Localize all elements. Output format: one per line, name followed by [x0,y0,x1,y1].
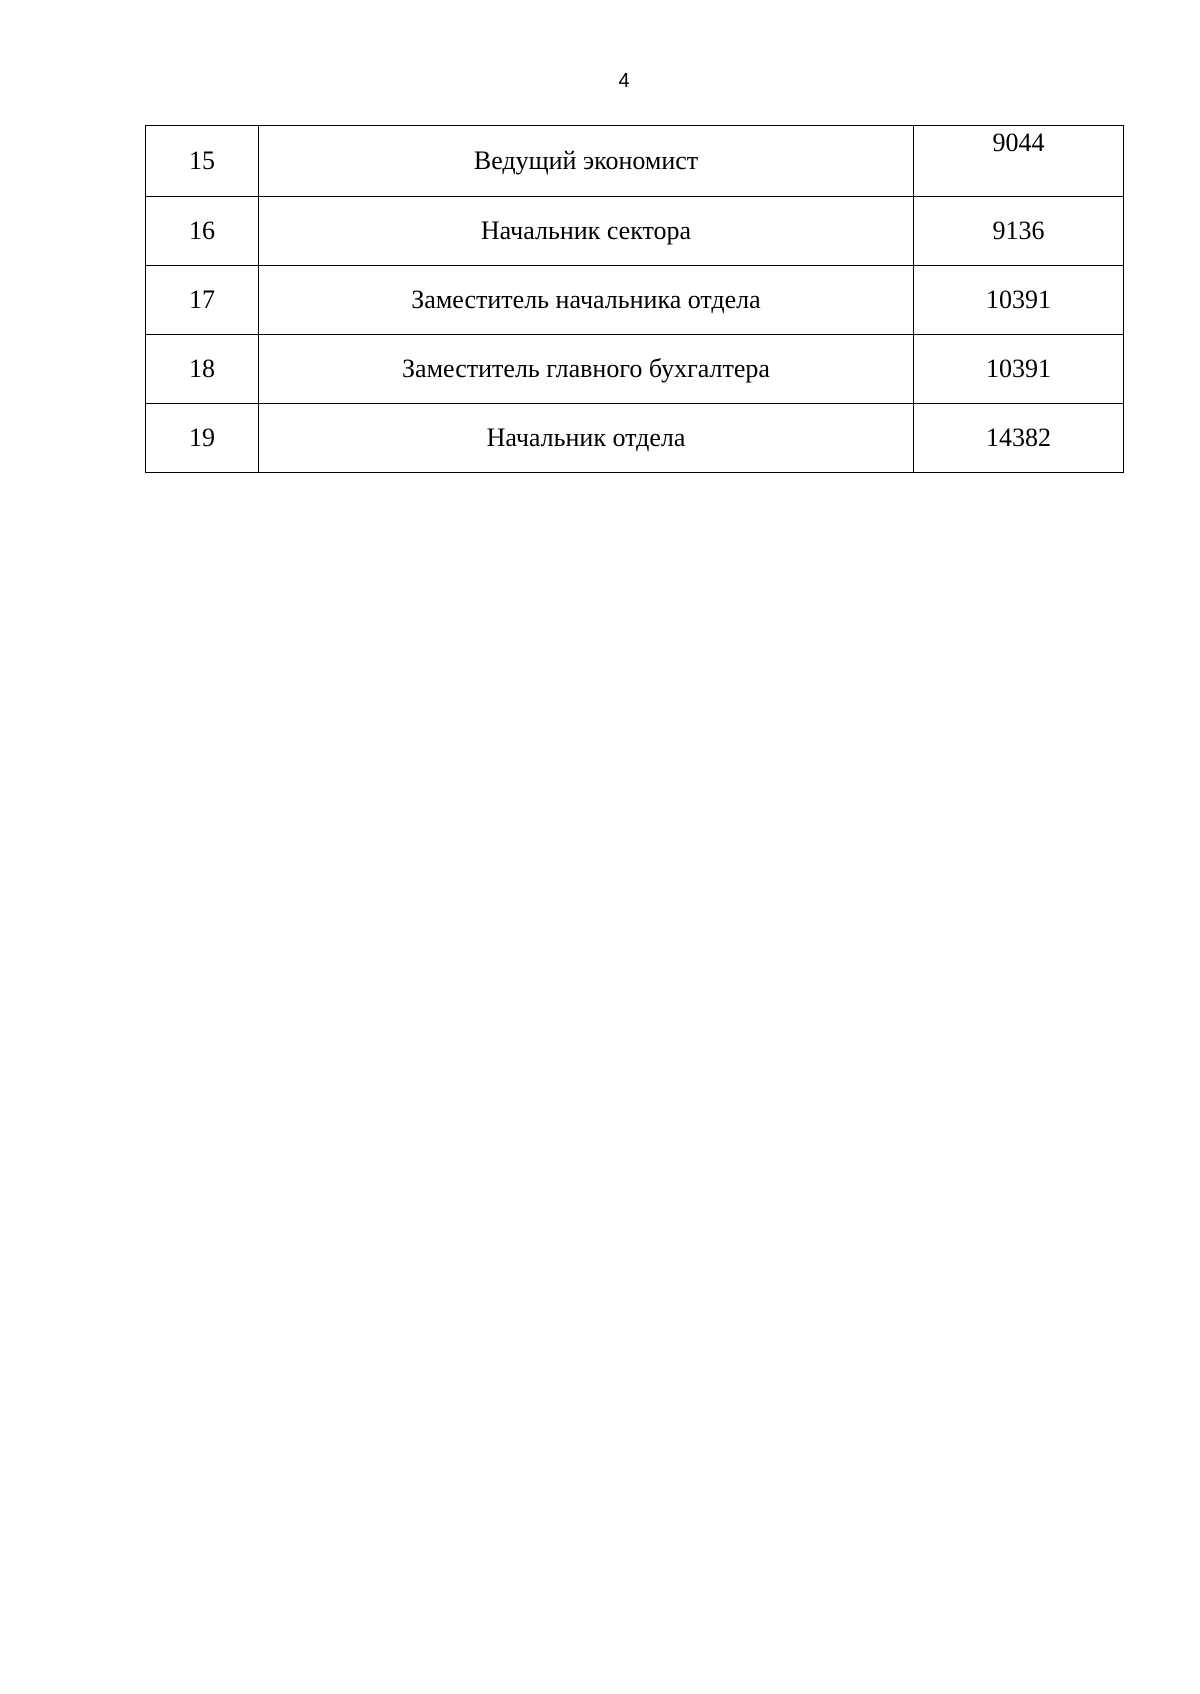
table-row [146,404,1124,473]
salary-value: 10391 [914,266,1124,335]
position-title: Заместитель главного бухгалтера [259,335,914,404]
table-row [146,266,1124,335]
salary-value: 14382 [914,404,1124,473]
row-number: 18 [146,335,259,404]
salary-value: 9044 [914,126,1124,197]
row-number: 15 [146,126,259,197]
table-row [146,126,1124,197]
row-number: 19 [146,404,259,473]
row-number: 16 [146,197,259,266]
position-title: Начальник сектора [259,197,914,266]
row-number: 17 [146,266,259,335]
table-row [146,335,1124,404]
position-title: Ведущий экономист [259,126,914,197]
position-title: Начальник отдела [259,404,914,473]
positions-table [145,125,1124,473]
salary-value: 9136 [914,197,1124,266]
table-row [146,197,1124,266]
position-title: Заместитель начальника отдела [259,266,914,335]
salary-value: 10391 [914,335,1124,404]
page-number: 4 [618,70,630,92]
